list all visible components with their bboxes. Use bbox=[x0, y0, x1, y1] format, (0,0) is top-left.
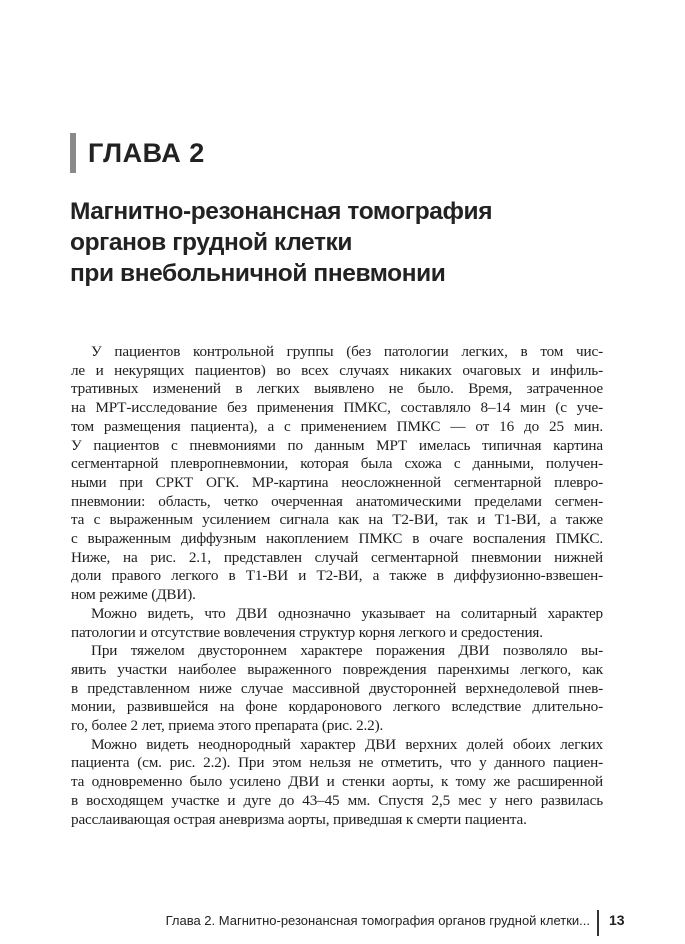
body-line: ле и некурящих пациентов) во всех случаях никаких очаговых и инфиль- bbox=[71, 361, 603, 379]
title-line: Магнитно-резонансная томография bbox=[70, 198, 493, 225]
body-line: го, более 2 лет, приема этого препарата (рис. 2.2). bbox=[71, 717, 384, 735]
body-line: расслаивающая острая аневризма аорты, приведшая к смерти пациента. bbox=[71, 810, 527, 828]
body-line: Можно видеть неоднородный характер ДВИ верхних долей обоих легких bbox=[91, 735, 603, 753]
footer-divider bbox=[597, 910, 599, 936]
body-line: патологии и отсутствие вовлечения структур корня легкого и средостения. bbox=[71, 623, 543, 641]
body-line: пневмонии: область, четко очерченная анатомическими пределами сегмен- bbox=[71, 492, 603, 510]
body-line: та с выраженным усилением сигнала как на Т2-ВИ, так и Т1-ВИ, а также bbox=[71, 511, 603, 529]
page-footer bbox=[0, 910, 685, 940]
body-line: У пациентов контрольной группы (без патологии легких, в том чис- bbox=[91, 343, 603, 360]
body-line: явить участки наиболее выраженного повреждения паренхимы легкого, как bbox=[71, 660, 603, 678]
chapter-title bbox=[70, 196, 630, 289]
chapter-heading bbox=[70, 134, 205, 172]
body-line: монии, развившейся на фоне кордаронового легкого вследствие длительно- bbox=[71, 698, 603, 716]
title-line: органов грудной клетки bbox=[70, 229, 353, 256]
body-line: с выраженным диффузным накоплением ПМКС в очаге воспаления ПМКС. bbox=[71, 530, 603, 548]
body-line: в представленном ниже случае массивной двусторонней верхнедолевой пнев- bbox=[71, 679, 603, 697]
body-text bbox=[71, 343, 603, 829]
body-line: Ниже, на рис. 2.1, представлен случай сегментарной пневмонии нижней bbox=[71, 548, 603, 566]
chapter-label: ГЛАВА 2 bbox=[88, 137, 205, 168]
body-line: тративных изменений в легких выявлено не было. Время, затраченное bbox=[71, 380, 603, 398]
body-line: ном режиме (ДВИ). bbox=[71, 586, 196, 604]
body-line: та одновременно было усилено ДВИ и стенки аорты, к тому же расширенной bbox=[71, 773, 603, 791]
body-line: на МРТ-исследование без применения ПМКС, составляло 8–14 мин (с уче- bbox=[71, 399, 603, 417]
title-line: при внебольничной пневмонии bbox=[70, 260, 446, 287]
page-number: 13 bbox=[609, 912, 625, 928]
body-line: пациента (см. рис. 2.2). При этом нельзя не отметить, что у данного пациен- bbox=[71, 754, 603, 772]
body-line: ными при СРКТ ОГК. МР-картина неосложненной сегментарной плевро- bbox=[71, 473, 603, 491]
body-line: Можно видеть, что ДВИ однозначно указывает на солитарный характер bbox=[91, 604, 603, 622]
body-line: сегментарной плевропневмонии, которая была схожа с данными, получен- bbox=[71, 455, 603, 473]
chapter-marker-bar bbox=[70, 133, 76, 173]
body-line: доли правого легкого в Т1-ВИ и Т2-ВИ, а также в диффузионно-взвешен- bbox=[71, 567, 603, 585]
body-line: При тяжелом двустороннем характере поражения ДВИ позволяло вы- bbox=[91, 642, 603, 660]
body-line: У пациентов с пневмониями по данным МРТ имелась типичная картина bbox=[71, 436, 603, 454]
body-line: том размещения пациента), а с применением ПМКС — от 16 до 25 мин. bbox=[71, 417, 603, 435]
body-line: в восходящем участке и дуге до 43–45 мм. Спустя 2,5 мес у него развилась bbox=[71, 791, 603, 809]
running-title: Глава 2. Магнитно-резонансная томография органов грудной клетки... bbox=[165, 913, 590, 928]
